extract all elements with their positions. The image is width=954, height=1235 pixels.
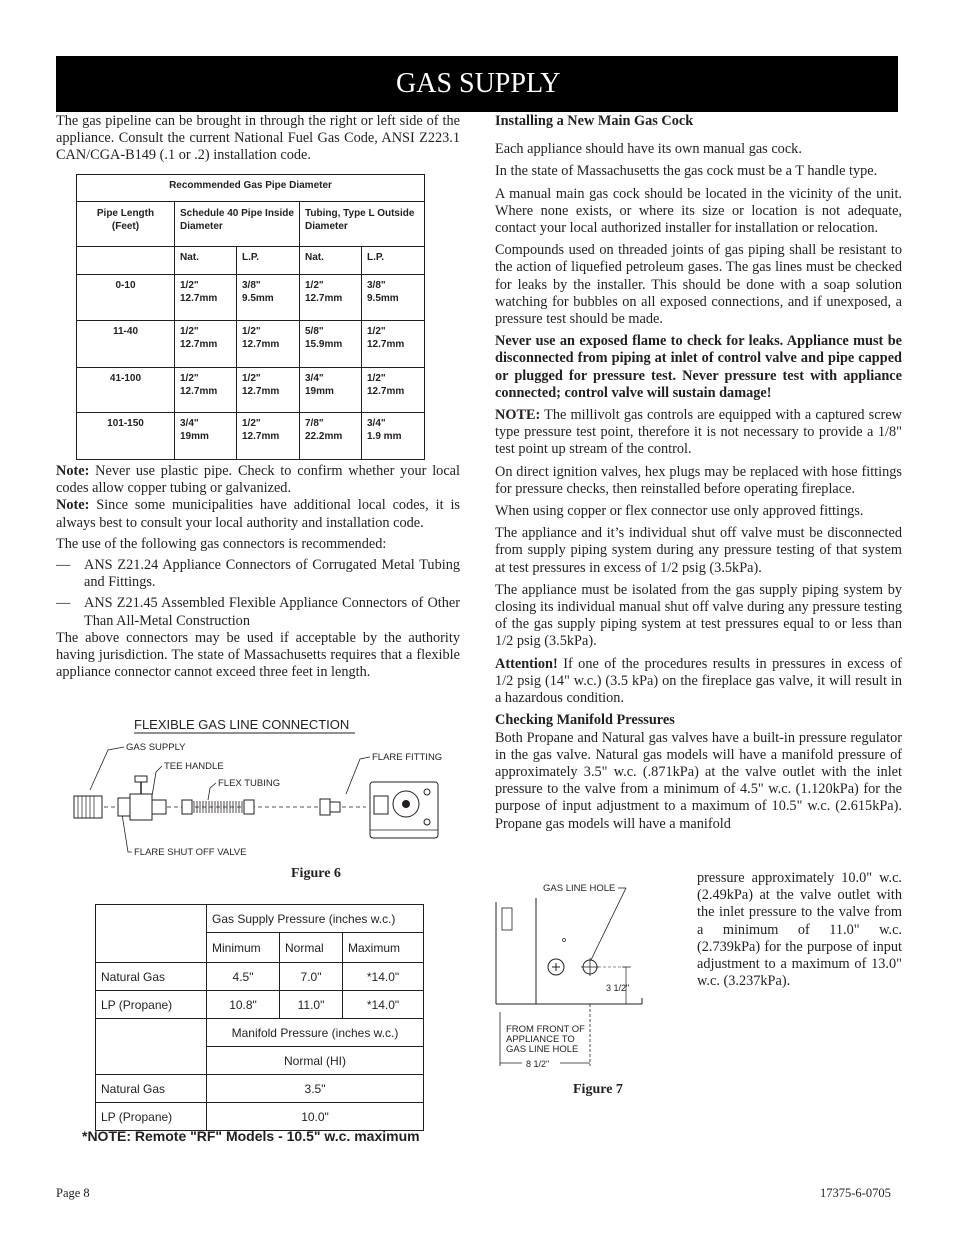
dimension-3-5: 3 1/2" bbox=[606, 983, 630, 993]
left-column bbox=[56, 113, 460, 165]
maximum-header: Maximum bbox=[343, 933, 424, 963]
manifold-pressure-header: Manifold Pressure (inches w.c.) bbox=[207, 1019, 424, 1047]
from-front-line: GAS LINE HOLE bbox=[506, 1044, 579, 1055]
table-row: 41-100 1/2" 12.7mm 1/2" 12.7mm 3/4" 19mm 1/2" 12.7mm bbox=[77, 368, 425, 413]
pipe-diameter-table bbox=[76, 174, 425, 460]
figure6-title: FLEXIBLE GAS LINE CONNECTION bbox=[134, 717, 350, 732]
page-header bbox=[56, 56, 898, 112]
from-front-line: FROM FRONT OF bbox=[506, 1024, 585, 1035]
table-row: 101-150 3/4" 19mm 1/2" 12.7mm 7/8" 22.2mm 3/4" 1.9 mm bbox=[77, 413, 425, 460]
table-row: LP (Propane) 10.8" 11.0" *14.0" bbox=[96, 991, 424, 1019]
manifold-heading: Checking Manifold Pressures bbox=[495, 712, 675, 729]
supply-pressure-header: Gas Supply Pressure (inches w.c.) bbox=[207, 905, 424, 933]
connectors-intro: The use of the following gas connectors is recommended: bbox=[56, 535, 387, 552]
dimension-8-5: 8 1/2" bbox=[526, 1059, 550, 1069]
list-item: — ANS Z21.45 Assembled Flexible Appliance Connectors of Other Than All-Metal Construction bbox=[56, 595, 460, 629]
pressure-table bbox=[95, 904, 424, 1131]
from-front-label bbox=[506, 1024, 585, 1055]
right-column: Installing a New Main Gas Cock Each appliance should have its own manual gas cock. In the state of Massachusetts the gas cock must be a T handle type. A manual main gas cock should be located in the vicinity of the unit. Where none exists, or where its size or location is not adequate, contact your local authorized installer for installation or relocation. Compounds used on threaded joints of gas piping shall be resistant to the action of liquefied petroleum gases. The gas lines must be checked for leaks by the installer. This should be done with a soap solution watching for bubbles on all exposed connections, and if unexposed, a pressure test should be made. Never use an exposed flame to check for leaks. Appliance must be disconnected from piping at inlet of control valve and pipe capped or plugged for pressure test. Never pressure test with appliance connected; control valve will sustain damage! NOTE: The millivolt gas controls are equipped with a captured screw type pressure test point, therefore it is not necessary to provide a 1/8" test point up stream of the control. On direct ignition valves, hex plugs may be replaced with hose fittings for pressure checks, then reinstalled before operating fireplace. When using copper or flex connector use only approved fittings. The appliance and it’s individual shut off valve must be disconnected from supply piping system during any pressure testing of that system at test pressures in excess of 1/2 psig (3.5kPa). The appliance must be isolated from the gas supply piping system by closing its individual manual shut off valve during any pressure testing of the gas supply piping system at test pressures equal to or less than 1/2 psig (3.5kPa). Attention! If one of the procedures results in pressures in excess of 1/2 psig (14" w.c.) (3.5 kPa) on the fireplace gas valve, it will result in a hazardous condition. Checking Manifold Pressures Both Propane and Natural gas valves have a built-in pressure regulator in the gas valve. Natural gas models will have a manifold pressure of approximately 3.5" w.c. (.871kPa) at the valve outlet with the inlet pressure to the valve from a minimum of 4.5" w.c. (1.120kPa) for the purpose of input adjustment to a maximum of 10.5" w.c. (2.615kPa). Propane gas models will have a manifold bbox=[495, 113, 902, 832]
nat-header: Nat. bbox=[175, 247, 237, 275]
schedule-40-header: Schedule 40 Pipe Inside Diameter bbox=[175, 202, 300, 247]
notes-block bbox=[56, 463, 460, 681]
page-number: Page 8 bbox=[56, 1186, 90, 1200]
nat-header: Nat. bbox=[300, 247, 362, 275]
figure6-caption: Figure 6 bbox=[291, 866, 341, 881]
flare-shutoff-label: FLARE SHUT OFF VALVE bbox=[134, 847, 247, 858]
note-1: Note: Never use plastic pipe. Check to confirm whether your local codes allow copper tubing or galvanized. bbox=[56, 463, 460, 497]
table-row: 0-10 1/2" 12.7mm 3/8" 9.5mm 1/2" 12.7mm 3/8" 9.5mm bbox=[77, 275, 425, 321]
table-row: LP (Propane) 10.0" bbox=[96, 1103, 424, 1131]
connectors-note: The above connectors may be used if acceptable by the authority having jurisdiction. The state of Massachusetts requires that a flexible appliance connector cannot exceed three feet in length. bbox=[56, 629, 460, 681]
warning-paragraph: Never use an exposed flame to check for leaks. Appliance must be disconnected from piping at inlet of control valve and pipe capped or plugged for pressure test. Never pressure test with appliance connected; control valve will sustain damage! bbox=[495, 333, 902, 401]
table-row: 11-40 1/2" 12.7mm 1/2" 12.7mm 5/8" 15.9mm 1/2" 12.7mm bbox=[77, 321, 425, 368]
pipe-length-header: Pipe Length (Feet) bbox=[77, 202, 175, 247]
intro-paragraph: The gas pipeline can be brought in through the right or left side of the appliance. Consult the current National Fuel Gas Code, ANSI Z223.1 CAN/CGA-B149 (.1 or .2) installation code. bbox=[56, 113, 460, 164]
page-title: GAS SUPPLY bbox=[396, 68, 561, 99]
tee-handle-label: TEE HANDLE bbox=[164, 761, 224, 772]
note-2: Note: Since some municipalities have additional local codes, it is always best to consult your local authority and installation code. bbox=[56, 497, 460, 531]
document-number: 17375-6-0705 bbox=[820, 1186, 891, 1200]
minimum-header: Minimum bbox=[207, 933, 280, 963]
lp-header: L.P. bbox=[362, 247, 425, 275]
normal-hi-header: Normal (HI) bbox=[207, 1047, 424, 1075]
flexible-gas-line-diagram bbox=[66, 712, 450, 862]
table-row: Natural Gas 3.5" bbox=[96, 1075, 424, 1103]
gas-supply-label: GAS SUPPLY bbox=[126, 742, 186, 753]
table-row: Natural Gas 4.5" 7.0" *14.0" bbox=[96, 963, 424, 991]
list-item: — ANS Z21.24 Appliance Connectors of Corrugated Metal Tubing and Fittings. bbox=[56, 557, 460, 591]
normal-header: Normal bbox=[280, 933, 343, 963]
figure7-caption: Figure 7 bbox=[573, 1082, 623, 1097]
from-front-line: APPLIANCE TO bbox=[506, 1034, 575, 1045]
lp-header: L.P. bbox=[237, 247, 300, 275]
flare-fitting-label: FLARE FITTING bbox=[372, 752, 443, 763]
gas-line-hole-diagram bbox=[492, 878, 692, 1073]
install-heading: Installing a New Main Gas Cock bbox=[495, 113, 694, 129]
gas-line-hole-label: GAS LINE HOLE bbox=[543, 883, 616, 894]
tubing-header: Tubing, Type L Outside Diameter bbox=[300, 202, 425, 247]
flex-tubing-label: FLEX TUBING bbox=[218, 778, 281, 789]
remote-note: *NOTE: Remote "RF" Models - 10.5" w.c. maximum bbox=[82, 1128, 420, 1144]
pipe-table-title: Recommended Gas Pipe Diameter bbox=[77, 175, 425, 202]
